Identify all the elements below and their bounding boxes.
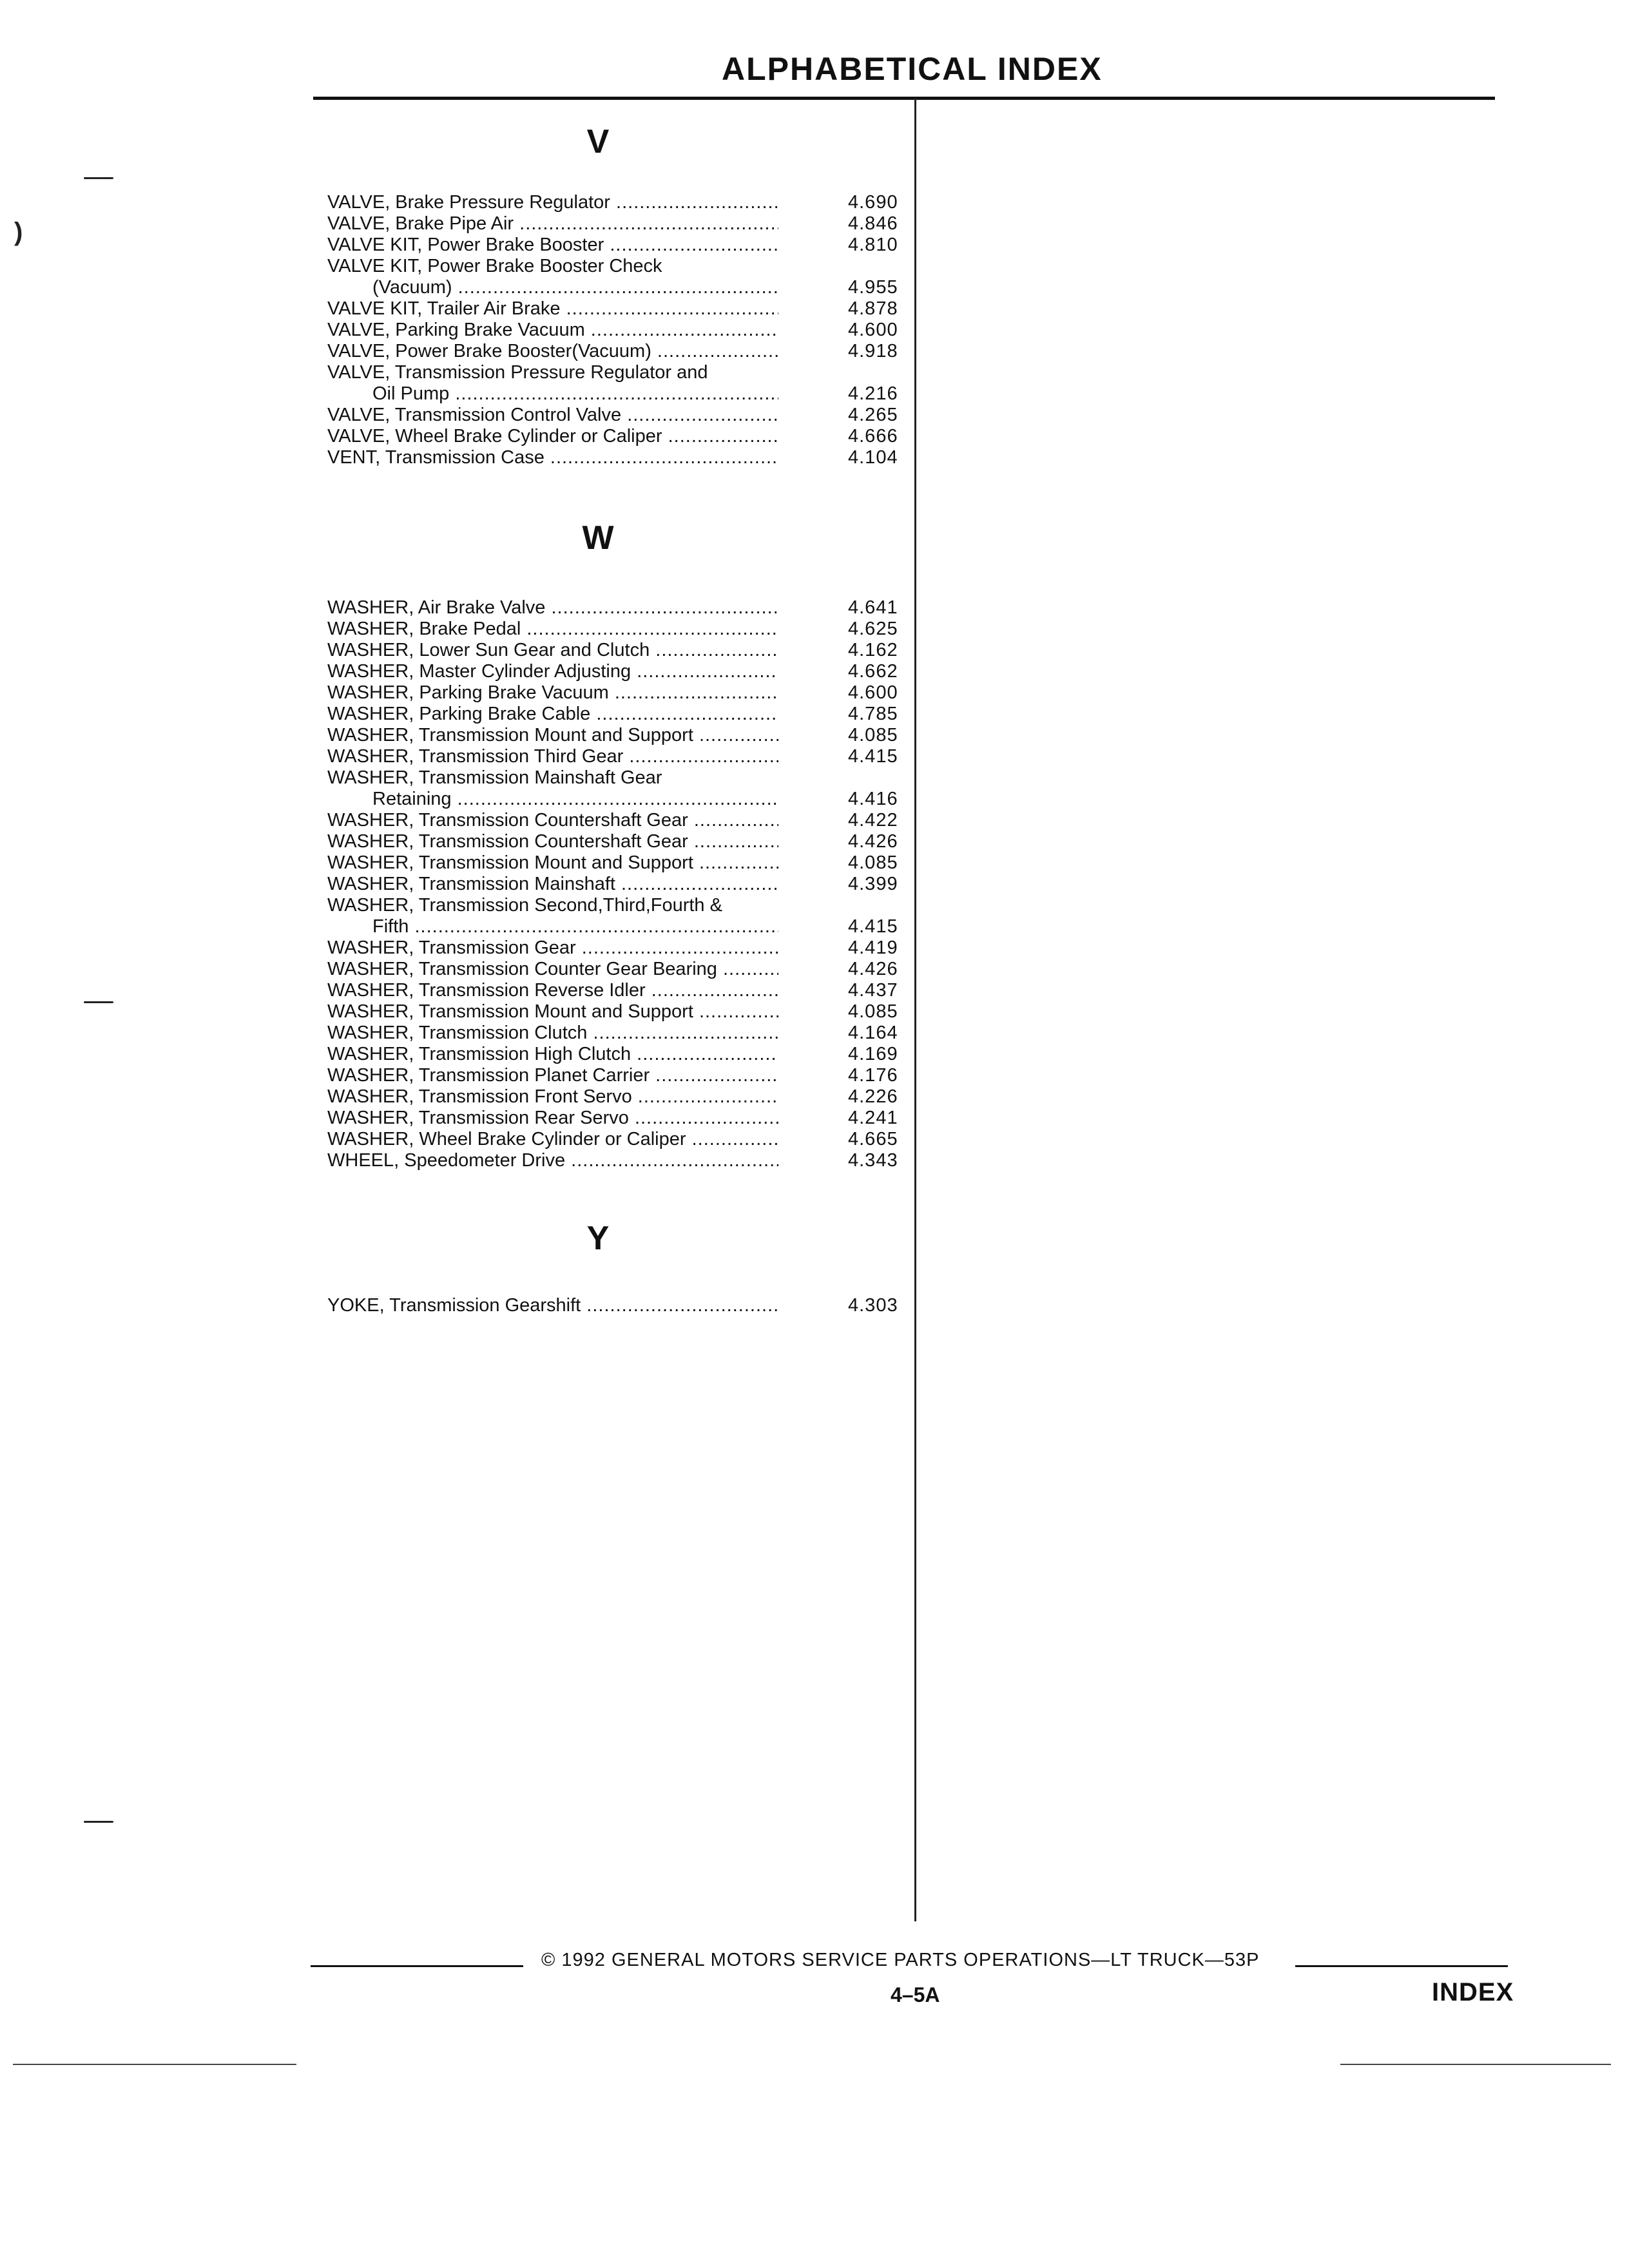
entry-page-ref: 4.662 (848, 661, 898, 682)
index-entry (327, 682, 907, 704)
entry-page-ref: 4.343 (848, 1150, 898, 1171)
entry-label: YOKE, Transmission Gearshift ..... (327, 1295, 778, 1316)
index-entry (327, 1150, 907, 1171)
entry-label: WASHER, Transmission Countershaft Gear ..... (327, 810, 778, 831)
entry-label: WASHER, Parking Brake Cable ..... (327, 704, 778, 725)
entry-page-ref: 4.216 (848, 383, 898, 404)
entry-label: (Vacuum) ..... (372, 277, 778, 298)
entry-label: WASHER, Transmission Mount and Support ..... (327, 1001, 778, 1023)
footer-page-number: 4–5A (891, 1983, 940, 2006)
entry-label: VALVE KIT, Power Brake Booster ..... (327, 235, 778, 256)
binder-mark: ) (14, 218, 23, 246)
entry-label: WASHER, Transmission Countershaft Gear ..... (327, 831, 778, 852)
entry-label: WHEEL, Speedometer Drive ..... (327, 1150, 778, 1171)
index-entry (327, 597, 907, 619)
entry-page-ref: 4.265 (848, 405, 898, 425)
entry-page-ref: 4.415 (848, 746, 898, 767)
entry-label: Oil Pump ..... (372, 383, 778, 405)
index-entry (327, 320, 907, 341)
entry-label: WASHER, Transmission Second,Third,Fourth & (327, 895, 722, 916)
index-entry (327, 1001, 907, 1023)
index-entry (327, 1086, 907, 1108)
entry-page-ref: 4.419 (848, 937, 898, 958)
entry-list (327, 1295, 907, 1316)
index-entry (327, 704, 907, 725)
entry-label: VENT, Transmission Case ..... (327, 447, 778, 468)
entry-page-ref: 4.085 (848, 852, 898, 873)
entry-page-ref: 4.665 (848, 1129, 898, 1149)
entry-label: WASHER, Transmission Counter Gear Bearing ..... (327, 959, 778, 980)
index-entry (327, 619, 907, 640)
index-entry (327, 192, 907, 213)
entry-label: WASHER, Air Brake Valve ..... (327, 597, 778, 619)
entry-label: WASHER, Master Cylinder Adjusting ..... (327, 661, 778, 682)
entry-page-ref: 4.169 (848, 1044, 898, 1064)
entry-page-ref: 4.176 (848, 1065, 898, 1086)
entry-page-ref: 4.955 (848, 277, 898, 298)
entry-label: WASHER, Transmission Mainshaft ..... (327, 874, 778, 895)
section-letter: Y (586, 1220, 610, 1257)
entry-page-ref: 4.241 (848, 1108, 898, 1128)
index-entry (327, 298, 907, 320)
entry-label: WASHER, Transmission Reverse Idler ..... (327, 980, 778, 1001)
index-entry (327, 874, 907, 895)
binder-mark (84, 1821, 113, 1823)
entry-page-ref: 4.085 (848, 725, 898, 745)
entry-label: VALVE, Power Brake Booster(Vacuum) ..... (327, 341, 778, 362)
entry-page-ref: 4.690 (848, 192, 898, 213)
index-entry (327, 405, 907, 426)
entry-page-ref: 4.226 (848, 1086, 898, 1107)
index-entry (327, 831, 907, 852)
page-title: ALPHABETICAL INDEX (722, 51, 1103, 87)
entry-page-ref: 4.641 (848, 597, 898, 618)
entry-page-ref: 4.085 (848, 1001, 898, 1022)
entry-label: WASHER, Transmission Mount and Support ..... (327, 725, 778, 746)
entry-page-ref: 4.415 (848, 916, 898, 937)
index-entry (327, 661, 907, 682)
index-entry (327, 235, 907, 256)
entry-label: VALVE KIT, Trailer Air Brake ..... (327, 298, 778, 320)
entry-page-ref: 4.422 (848, 810, 898, 831)
entry-label: WASHER, Transmission Gear ..... (327, 937, 778, 959)
entry-label: WASHER, Lower Sun Gear and Clutch ..... (327, 640, 778, 661)
entry-list (327, 192, 907, 468)
entry-label: VALVE, Transmission Pressure Regulator and (327, 362, 708, 383)
entry-label: VALVE, Brake Pressure Regulator ..... (327, 192, 778, 213)
index-entry (327, 746, 907, 767)
index-entry (327, 256, 907, 277)
entry-label: WASHER, Parking Brake Vacuum ..... (327, 682, 778, 704)
entry-page-ref: 4.846 (848, 213, 898, 234)
entry-page-ref: 4.426 (848, 831, 898, 852)
entry-label: WASHER, Transmission Clutch ..... (327, 1023, 778, 1044)
entry-page-ref: 4.600 (848, 682, 898, 703)
section-letter: W (582, 519, 614, 557)
scan-edge-line (1340, 2064, 1611, 2065)
entry-page-ref: 4.625 (848, 619, 898, 639)
index-entry (327, 1295, 907, 1316)
entry-label: WASHER, Transmission High Clutch ..... (327, 1044, 778, 1065)
entry-page-ref: 4.104 (848, 447, 898, 468)
index-entry (327, 640, 907, 661)
entry-label: WASHER, Transmission Third Gear ..... (327, 746, 778, 767)
footer-rule-left (311, 1965, 523, 1967)
index-entry (327, 937, 907, 959)
entry-list (327, 597, 907, 1171)
index-entry (327, 789, 907, 810)
index-entry (327, 341, 907, 362)
column-divider (914, 98, 916, 1921)
index-entry (327, 959, 907, 980)
entry-label: WASHER, Transmission Planet Carrier ..... (327, 1065, 778, 1086)
entry-label: VALVE, Transmission Control Valve ..... (327, 405, 778, 426)
binder-mark (84, 1001, 113, 1003)
entry-page-ref: 4.416 (848, 789, 898, 809)
index-entry (327, 1044, 907, 1065)
entry-label: WASHER, Transmission Rear Servo ..... (327, 1108, 778, 1129)
entry-label: WASHER, Brake Pedal ..... (327, 619, 778, 640)
entry-page-ref: 4.162 (848, 640, 898, 660)
index-entry (327, 810, 907, 831)
entry-page-ref: 4.878 (848, 298, 898, 319)
binder-mark (84, 177, 113, 179)
entry-label: VALVE, Parking Brake Vacuum ..... (327, 320, 778, 341)
entry-page-ref: 4.918 (848, 341, 898, 361)
index-entry (327, 277, 907, 298)
entry-page-ref: 4.303 (848, 1295, 898, 1316)
entry-page-ref: 4.600 (848, 320, 898, 340)
index-entry (327, 426, 907, 447)
entry-page-ref: 4.426 (848, 959, 898, 979)
section-letter: V (586, 123, 610, 160)
index-entry (327, 767, 907, 789)
index-entry (327, 1129, 907, 1150)
entry-page-ref: 4.810 (848, 235, 898, 255)
scan-edge-line (13, 2064, 296, 2065)
entry-label: WASHER, Transmission Mount and Support ..... (327, 852, 778, 874)
index-entry (327, 895, 907, 916)
index-entry (327, 725, 907, 746)
index-entry (327, 980, 907, 1001)
index-entry (327, 916, 907, 937)
entry-label: VALVE KIT, Power Brake Booster Check (327, 256, 662, 276)
footer-copyright: © 1992 GENERAL MOTORS SERVICE PARTS OPERATIONS—LT TRUCK—53P (541, 1950, 1260, 1970)
index-entry (327, 383, 907, 405)
index-entry (327, 852, 907, 874)
entry-page-ref: 4.164 (848, 1023, 898, 1043)
footer-section-name: INDEX (1432, 1978, 1514, 2006)
entry-label: WASHER, Wheel Brake Cylinder or Caliper ..... (327, 1129, 778, 1150)
index-entry (327, 1065, 907, 1086)
entry-label: VALVE, Wheel Brake Cylinder or Caliper ..... (327, 426, 778, 447)
entry-label: WASHER, Transmission Mainshaft Gear (327, 767, 662, 788)
entry-label: Fifth ..... (372, 916, 778, 937)
index-entry (327, 1023, 907, 1044)
header-rule (313, 97, 1495, 100)
footer-rule-right (1295, 1965, 1508, 1967)
index-entry (327, 213, 907, 235)
index-entry (327, 362, 907, 383)
entry-label: Retaining ..... (372, 789, 778, 810)
entry-label: VALVE, Brake Pipe Air ..... (327, 213, 778, 235)
entry-page-ref: 4.437 (848, 980, 898, 1001)
entry-page-ref: 4.666 (848, 426, 898, 447)
index-entry (327, 1108, 907, 1129)
entry-label: WASHER, Transmission Front Servo ..... (327, 1086, 778, 1108)
entry-page-ref: 4.399 (848, 874, 898, 894)
entry-page-ref: 4.785 (848, 704, 898, 724)
index-entry (327, 447, 907, 468)
